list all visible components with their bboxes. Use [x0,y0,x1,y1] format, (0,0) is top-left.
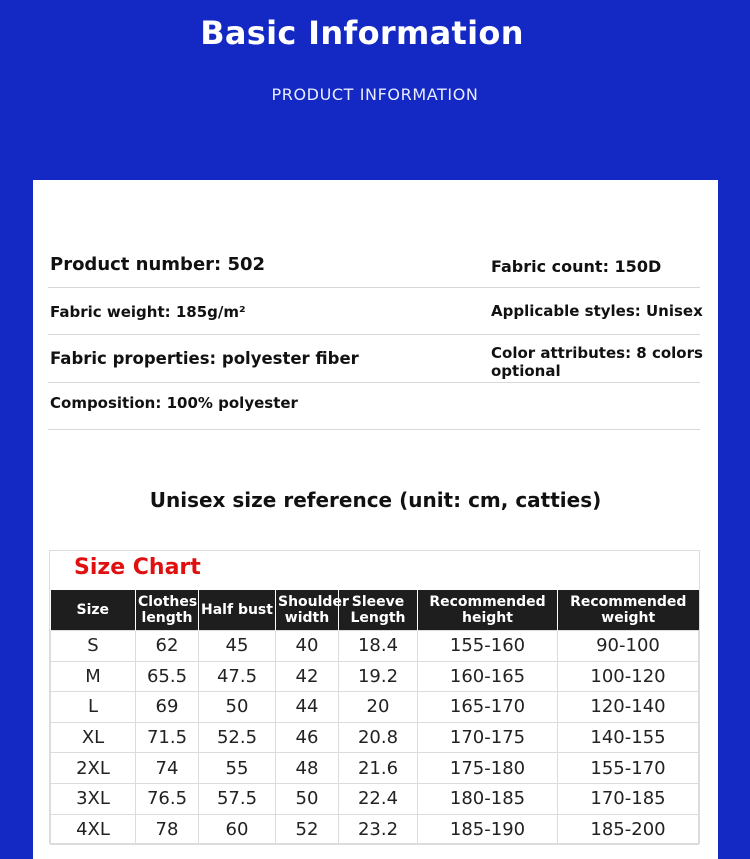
table-cell: 180-185 [418,783,558,814]
table-cell: 20 [339,692,418,723]
table-cell: 120-140 [558,692,699,723]
table-row [51,661,699,692]
table-cell: 52 [276,814,339,845]
column-header [199,590,276,631]
table-cell: 100-120 [558,661,699,692]
table-cell: S [51,631,136,662]
table-cell: 21.6 [339,753,418,784]
table-cell: 170-185 [558,783,699,814]
info-row-2 [48,288,703,335]
table-row [51,783,699,814]
table-cell: 46 [276,722,339,753]
table-cell: 40 [276,631,339,662]
column-header-text: Sleeve [351,594,405,610]
column-header-text: width [284,610,330,626]
column-header [339,590,418,631]
applicable-styles: Applicable styles: Unisex [491,302,703,320]
column-header-text: Half bust [201,602,273,618]
column-header-text: length [141,610,193,626]
table-cell: 155-160 [418,631,558,662]
size-chart-title: Size Chart [74,555,201,580]
table-cell: 185-200 [558,814,699,845]
table-cell: 57.5 [199,783,276,814]
table-cell: 45 [199,631,276,662]
column-header-text: Size [76,602,110,618]
column-header [51,590,136,631]
composition: Composition: 100% polyester [50,394,298,412]
table-cell: 65.5 [136,661,199,692]
table-cell: 2XL [51,753,136,784]
fabric-weight: Fabric weight: 185g/m² [50,303,246,321]
table-cell: 50 [199,692,276,723]
table-row [51,814,699,845]
table-cell: 42 [276,661,339,692]
column-header-text: weight [601,610,656,626]
table-cell: 165-170 [418,692,558,723]
table-cell: 23.2 [339,814,418,845]
table-cell: 140-155 [558,722,699,753]
table-cell: 44 [276,692,339,723]
table-cell: 160-165 [418,661,558,692]
table-cell: 170-175 [418,722,558,753]
fabric-properties: Fabric properties: polyester fiber [50,349,359,368]
table-cell: 74 [136,753,199,784]
table-cell: XL [51,722,136,753]
table-cell: 155-170 [558,753,699,784]
column-header [558,590,699,631]
table-row [51,692,699,723]
table-cell: 76.5 [136,783,199,814]
table-cell: 62 [136,631,199,662]
color-attributes-line2: optional [491,362,561,380]
table-cell: 175-180 [418,753,558,784]
table-cell: 90-100 [558,631,699,662]
size-table-header [51,590,699,631]
info-row-4 [48,383,700,430]
color-attributes-line1: Color attributes: 8 colors [491,344,703,362]
column-header-text: Recommended [570,594,687,610]
table-cell: 47.5 [199,661,276,692]
table-cell: 78 [136,814,199,845]
table-cell: 4XL [51,814,136,845]
table-cell: 20.8 [339,722,418,753]
column-header-text: Recommended [429,594,546,610]
table-cell: 71.5 [136,722,199,753]
table-cell: 3XL [51,783,136,814]
color-attributes [491,344,703,380]
table-row [51,631,699,662]
info-row-1 [48,242,700,288]
table-cell: 18.4 [339,631,418,662]
table-cell: 69 [136,692,199,723]
table-cell: 50 [276,783,339,814]
table-cell: 52.5 [199,722,276,753]
table-cell: M [51,661,136,692]
info-card [33,180,718,859]
column-header [136,590,199,631]
product-number: Product number: 502 [50,254,266,275]
size-chart [49,550,700,844]
page-title: Basic Information [200,14,524,52]
column-header-text: Shoulder [278,594,349,610]
table-cell: 22.4 [339,783,418,814]
table-row [51,753,699,784]
column-header-text: Clothes [138,594,198,610]
table-cell: 60 [199,814,276,845]
table-cell: 55 [199,753,276,784]
column-header [276,590,349,631]
table-cell: L [51,692,136,723]
size-reference-heading: Unisex size reference (unit: cm, catties) [149,488,602,512]
column-header [418,590,558,631]
fabric-count: Fabric count: 150D [491,257,662,276]
size-table [50,590,699,845]
table-row [51,722,699,753]
table-cell: 19.2 [339,661,418,692]
table-cell: 48 [276,753,339,784]
info-row-3 [48,335,703,383]
page-subtitle: PRODUCT INFORMATION [271,85,479,104]
column-header-text: Length [350,610,406,626]
table-cell: 185-190 [418,814,558,845]
column-header-text: height [462,610,513,626]
